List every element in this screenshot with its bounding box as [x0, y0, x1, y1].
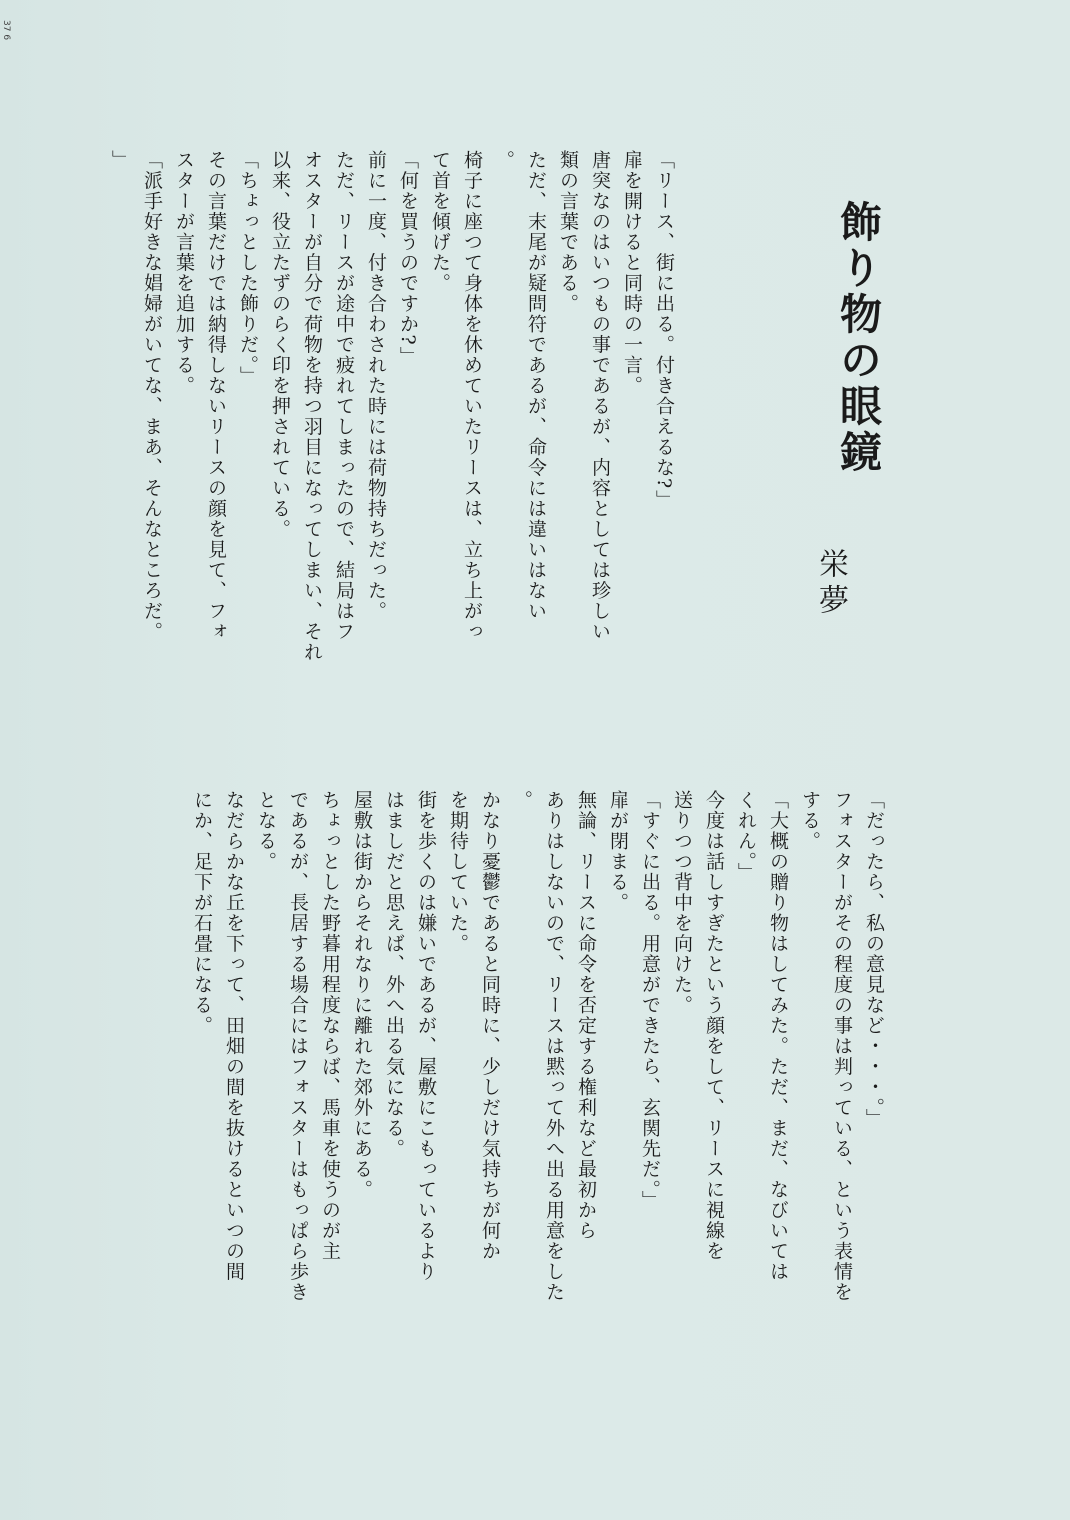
text-line: となる。: [255, 790, 277, 872]
text-line: 以来、役立たずのらく印を押されている。: [269, 150, 291, 540]
text-line: 「リース、街に出る。付き合えるな?」: [653, 150, 675, 511]
text-line: 送りつつ背中を向けた。: [671, 790, 693, 1016]
text-line: ちょっとした野暮用程度ならば、馬車を使うのが主: [319, 790, 341, 1262]
text-line: 前に一度、付き合わされた時には荷物持ちだった。: [365, 150, 387, 622]
text-line: 街を歩くのは嫌いであるが、屋敷にこもっているより: [415, 790, 437, 1282]
text-line: 。: [511, 790, 533, 811]
text-block-top: [104, 150, 680, 710]
text-line: オスターが自分で荷物を持つ羽目になってしまい、それ: [301, 150, 323, 663]
text-line: 椅子に座つて身体を休めていたリースは、立ち上がっ: [461, 150, 483, 642]
text-line: かなり憂鬱であると同時に、少しだけ気持ちが何か: [479, 790, 501, 1262]
text-line: 屋敷は街からそれなりに離れた郊外にある。: [351, 790, 373, 1200]
text-line: 類の言葉である。: [557, 150, 579, 314]
text-line: ありはしないので、リースは黙って外へ出る用意をした: [543, 790, 565, 1303]
text-line: ただ、リースが途中で疲れてしまったので、結局はフ: [333, 150, 355, 642]
text-line: 「だったら、私の意見など・・・。」: [863, 790, 885, 1129]
text-line: はましだと思えば、外へ出る気になる。: [383, 790, 405, 1159]
page-number-mark: 37 6: [1, 20, 11, 41]
text-line: その言葉だけでは納得しないリースの顔を見て、フォ: [205, 150, 227, 642]
text-line: 「すぐに出る。用意ができたら、玄関先だ。」: [639, 790, 661, 1211]
text-line: 「大概の贈り物はしてみた。ただ、まだ、なびいては: [767, 790, 789, 1282]
text-block-bottom: [186, 790, 890, 1350]
text-line: 「派手好きな娼婦がいてな、まあ、そんなところだ。: [141, 150, 163, 642]
text-line: を期待していた。: [447, 790, 469, 954]
text-line: スターが言葉を追加する。: [173, 150, 195, 396]
text-line: 扉が閉まる。: [607, 790, 629, 913]
author-name: 栄夢: [813, 548, 848, 620]
text-line: 」: [109, 150, 131, 171]
text-line: 唐突なのはいつもの事であるが、内容としては珍しい: [589, 150, 611, 642]
text-line: ただ、末尾が疑問符であるが、命令には違いはない: [525, 150, 547, 622]
text-line: て首を傾げた。: [429, 150, 451, 294]
story-title: 飾り物の眼鏡: [834, 200, 883, 476]
text-line: 「何を買うのですか?」: [397, 150, 419, 367]
text-line: にか、足下が石畳になる。: [191, 790, 213, 1036]
text-line: 今度は話しすぎたという顔をして、リースに視線を: [703, 790, 725, 1262]
text-line: くれん。」: [735, 790, 757, 883]
text-line: 扉を開けると同時の一言。: [621, 150, 643, 396]
text-line: する。: [799, 790, 821, 852]
text-line: 「ちょっとした飾りだ。」: [237, 150, 259, 387]
text-line: なだらかな丘を下って、田畑の間を抜けるといつの間: [223, 790, 245, 1282]
text-line: であるが、長居する場合にはフォスターはもっぱら歩き: [287, 790, 309, 1303]
text-line: フォスターがその程度の事は判っている、という表情を: [831, 790, 853, 1303]
text-line: 。: [493, 150, 515, 171]
text-line: 無論、リースに命令を否定する権利など最初から: [575, 790, 597, 1241]
